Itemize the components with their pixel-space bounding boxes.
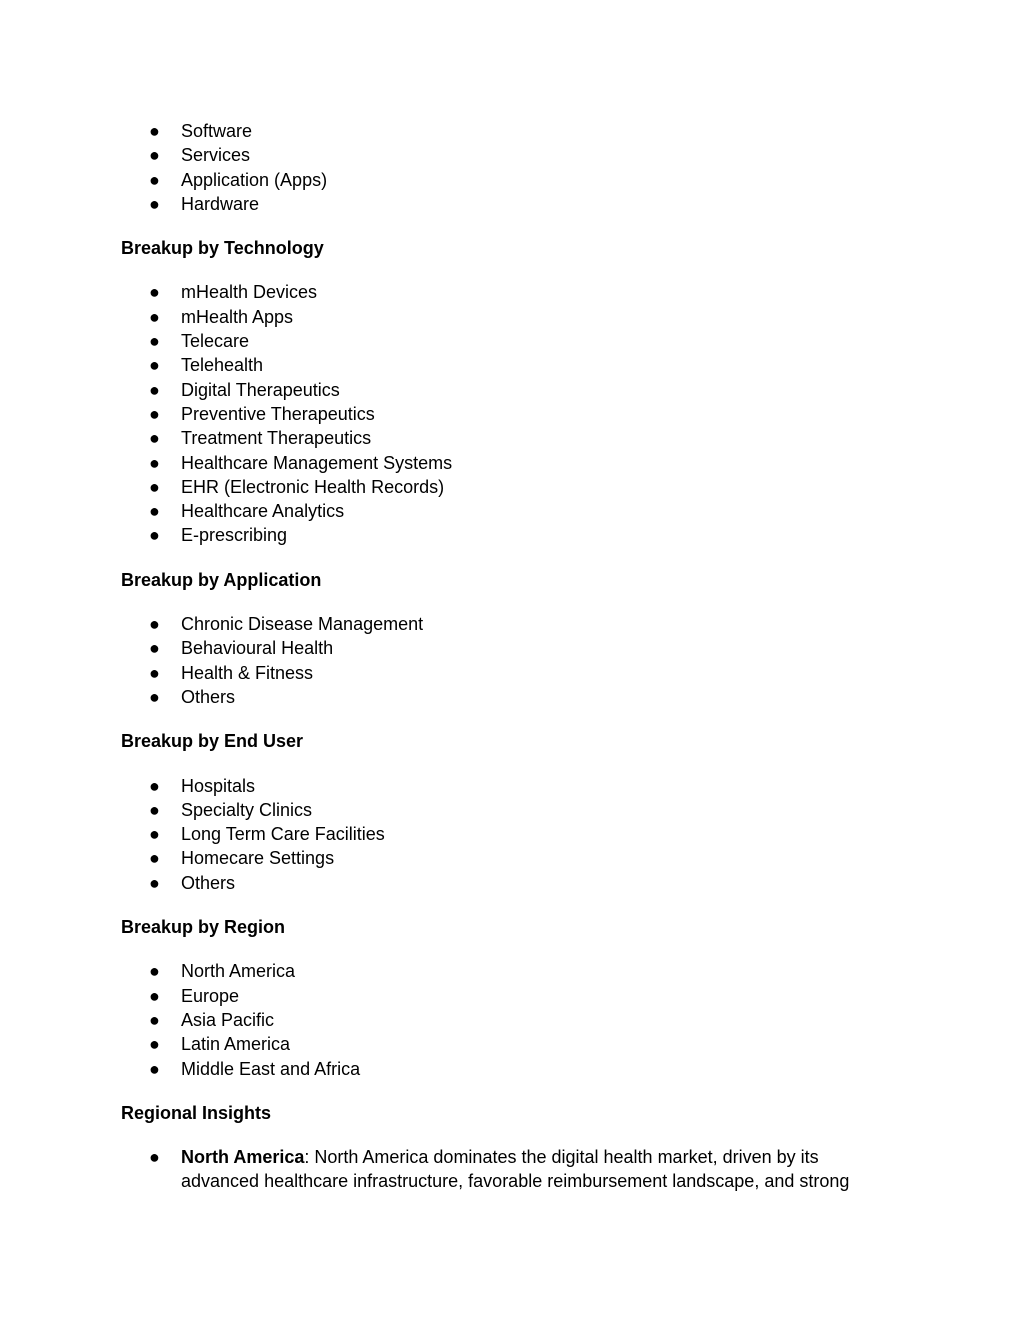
list-item — [121, 1145, 881, 1194]
list-item: ● Application (Apps) — [121, 168, 881, 192]
list-item: ● Homecare Settings — [121, 846, 881, 870]
bullet-icon: ● — [149, 638, 160, 659]
bullet-icon: ● — [149, 282, 160, 303]
bullet-icon: ● — [149, 331, 160, 352]
list-item: ● Software — [121, 119, 881, 143]
bullet-icon: ● — [149, 145, 160, 166]
bullet-icon: ● — [149, 799, 160, 820]
end-user-list — [121, 774, 881, 895]
list-item: ● Latin America — [121, 1032, 881, 1056]
list-item: ● EHR (Electronic Health Records) — [121, 475, 881, 499]
bullet-icon: ● — [149, 985, 160, 1006]
bullet-icon: ● — [149, 961, 160, 982]
document-page — [121, 119, 881, 1194]
list-item: ● Healthcare Analytics — [121, 499, 881, 523]
list-item: ● mHealth Devices — [121, 280, 881, 304]
bullet-icon: ● — [149, 686, 160, 707]
application-list — [121, 612, 881, 709]
bullet-icon: ● — [149, 1058, 160, 1079]
list-item: ● mHealth Apps — [121, 305, 881, 329]
list-item: ● Specialty Clinics — [121, 798, 881, 822]
list-item: ● Middle East and Africa — [121, 1057, 881, 1081]
list-item: ● Telehealth — [121, 353, 881, 377]
list-item: ● Healthcare Management Systems — [121, 451, 881, 475]
bullet-icon: ● — [149, 379, 160, 400]
bullet-icon: ● — [149, 452, 160, 473]
list-item: ● Behavioural Health — [121, 636, 881, 660]
insight-text: : North America dominates the digital health market, driven by its advanced healthcare infrastructure, favorable reimbursement landscape, and strong — [181, 1147, 850, 1192]
section-heading-technology: Breakup by Technology — [121, 238, 324, 259]
list-item: ● Europe — [121, 984, 881, 1008]
bullet-icon: ● — [149, 121, 160, 141]
bullet-icon: ● — [149, 662, 160, 683]
list-item: ● Treatment Therapeutics — [121, 426, 881, 450]
bullet-icon: ● — [149, 355, 160, 376]
list-item: ● Services — [121, 143, 881, 167]
region-list — [121, 959, 881, 1080]
list-item: ● E-prescribing — [121, 523, 881, 547]
bullet-icon: ● — [149, 848, 160, 869]
bullet-icon: ● — [149, 501, 160, 522]
bullet-icon: ● — [149, 1009, 160, 1030]
list-item: ● Others — [121, 871, 881, 895]
bullet-icon: ● — [149, 525, 160, 546]
list-item: ● Health & Fitness — [121, 661, 881, 685]
bullet-icon: ● — [149, 403, 160, 424]
insight-label: North America — [181, 1147, 305, 1168]
technology-list — [121, 280, 881, 547]
bullet-icon: ● — [149, 193, 160, 214]
bullet-icon: ● — [149, 872, 160, 893]
list-item: ● Long Term Care Facilities — [121, 822, 881, 846]
list-item: ● Preventive Therapeutics — [121, 402, 881, 426]
regional-insights-list — [121, 1145, 881, 1194]
bullet-icon: ● — [149, 428, 160, 449]
section-heading-regional-insights: Regional Insights — [121, 1102, 272, 1123]
bullet-icon: ● — [149, 614, 160, 635]
bullet-icon: ● — [149, 775, 160, 796]
list-item: ● Chronic Disease Management — [121, 612, 881, 636]
list-item: ● Telecare — [121, 329, 881, 353]
bullet-icon: ● — [149, 824, 160, 845]
bullet-icon: ● — [149, 306, 160, 327]
bullet-icon: ● — [149, 169, 160, 190]
bullet-icon: ● — [149, 1034, 160, 1055]
list-item: ● Hospitals — [121, 774, 881, 798]
section-heading-application: Breakup by Application — [121, 569, 322, 590]
bullet-icon: ● — [149, 1147, 160, 1168]
bullet-icon: ● — [149, 476, 160, 497]
section-heading-end-user: Breakup by End User — [121, 731, 304, 752]
list-item: ● North America — [121, 959, 881, 983]
list-item: ● Hardware — [121, 192, 881, 216]
list-item: ● Digital Therapeutics — [121, 378, 881, 402]
list-item: ● Others — [121, 685, 881, 709]
component-list — [121, 119, 881, 216]
section-heading-region: Breakup by Region — [121, 917, 286, 938]
list-item: ● Asia Pacific — [121, 1008, 881, 1032]
